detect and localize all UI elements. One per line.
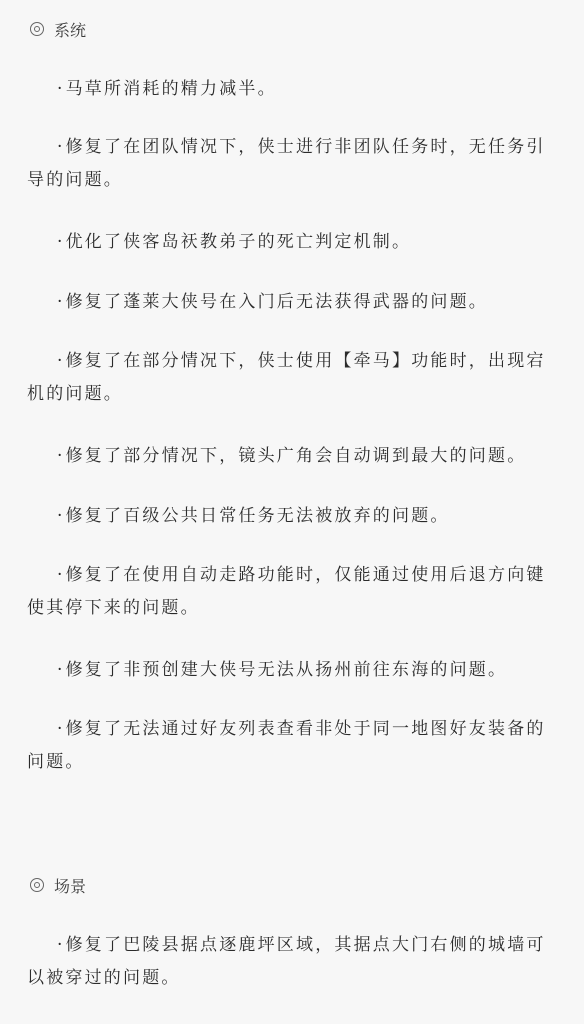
section-title: 系统 — [54, 20, 87, 40]
section-title: 场景 — [54, 876, 87, 896]
list-item — [27, 345, 555, 411]
bullet: · — [57, 935, 65, 955]
item-text: 修复了非预创建大侠号无法从扬州前往东海的问题。 — [65, 660, 508, 680]
list-item — [27, 559, 555, 625]
list-item — [27, 440, 555, 473]
bullet: · — [57, 565, 65, 585]
section-header-system — [30, 17, 86, 41]
bullet: · — [57, 719, 65, 739]
item-text: 修复了在团队情况下，侠士进行非团队任务时，无任务引导的问题。 — [27, 137, 546, 190]
bullet: · — [57, 137, 65, 157]
list-item — [27, 500, 555, 533]
item-text: 修复了无法通过好友列表查看非处于同一地图好友装备的问题。 — [27, 719, 546, 772]
list-item — [27, 286, 555, 319]
item-text: 马草所消耗的精力减半。 — [65, 79, 277, 99]
bullet: · — [57, 660, 65, 680]
list-item — [27, 131, 555, 197]
section-header-scene — [30, 873, 86, 897]
list-item — [27, 713, 555, 779]
item-text: 修复了在使用自动走路功能时，仅能通过使用后退方向键使其停下来的问题。 — [27, 565, 546, 618]
item-text: 优化了侠客岛祆教弟子的死亡判定机制。 — [65, 232, 412, 252]
bullet: · — [57, 351, 65, 371]
item-text: 修复了巴陵县据点逐鹿坪区域，其据点大门右侧的城墙可以被穿过的问题。 — [27, 935, 546, 988]
bullet: · — [57, 446, 65, 466]
item-text: 修复了在部分情况下，侠士使用【牵马】功能时，出现宕机的问题。 — [27, 351, 546, 404]
bullet: · — [57, 79, 65, 99]
list-item — [27, 929, 555, 995]
item-text: 修复了蓬莱大侠号在入门后无法获得武器的问题。 — [65, 292, 489, 312]
bullet: · — [57, 292, 65, 312]
item-text: 修复了部分情况下，镜头广角会自动调到最大的问题。 — [65, 446, 527, 466]
double-circle-icon — [30, 22, 44, 36]
list-item — [27, 73, 555, 106]
bullet: · — [57, 506, 65, 526]
item-text: 修复了百级公共日常任务无法被放弃的问题。 — [65, 506, 450, 526]
bullet: · — [57, 232, 65, 252]
list-item — [27, 654, 555, 687]
list-item — [27, 226, 555, 259]
double-circle-icon — [30, 878, 44, 892]
